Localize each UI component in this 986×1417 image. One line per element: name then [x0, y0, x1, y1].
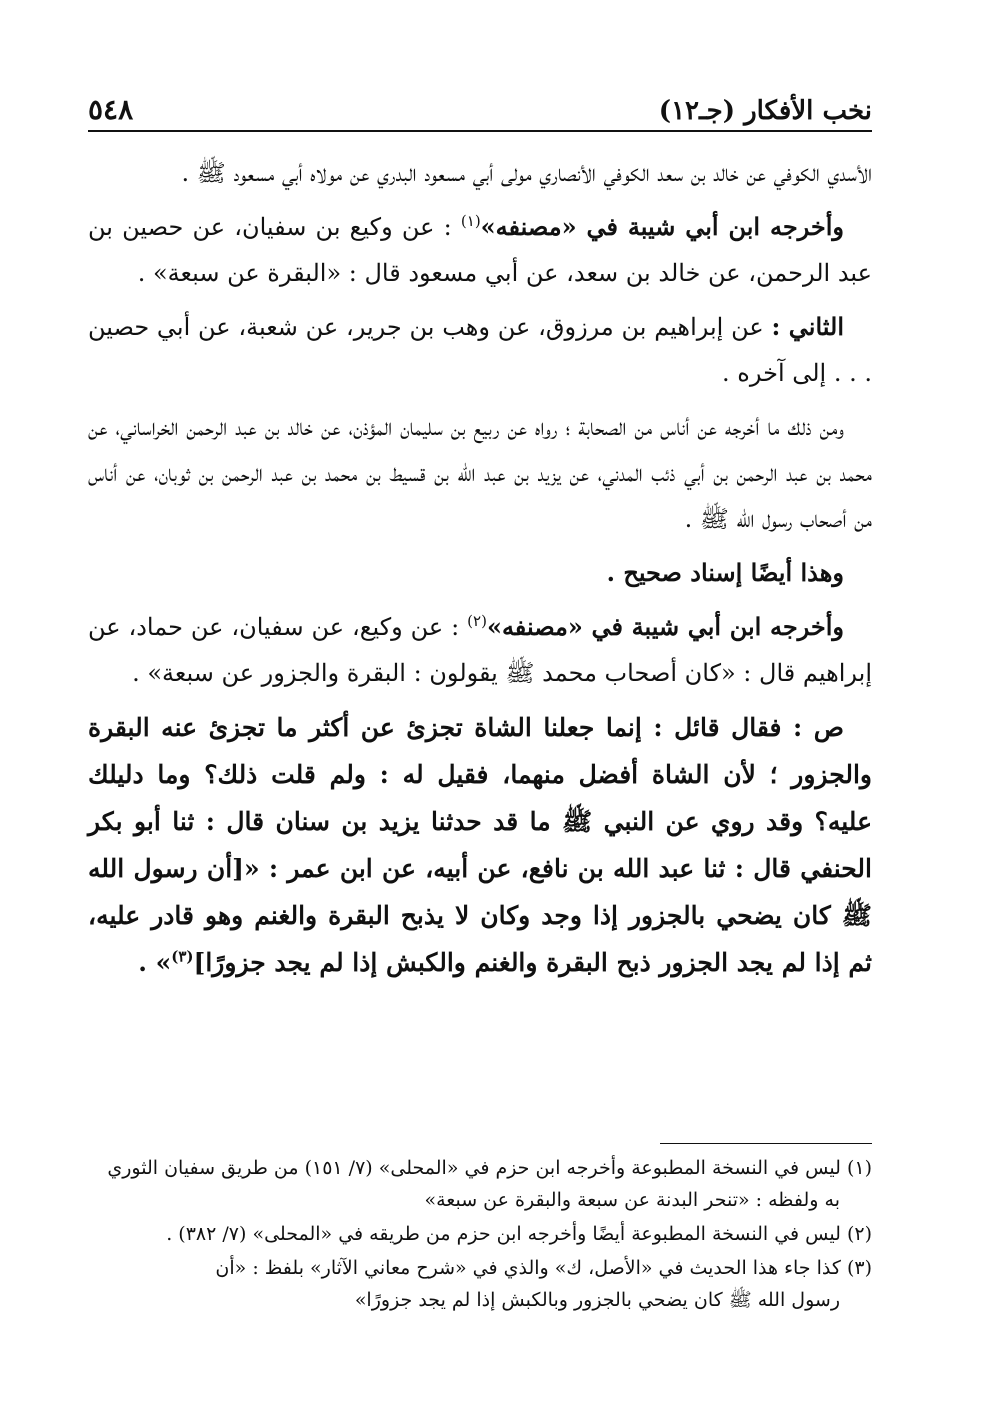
footnote-2 — [88, 1218, 872, 1250]
section-label: ص : — [793, 713, 844, 742]
passage-end: » . — [138, 948, 172, 977]
footnote-1 — [88, 1152, 872, 1216]
footnote-divider — [660, 1143, 872, 1144]
footnote-text-cont: به ولفظه : «تنحر البدنة عن سبعة والبقرة عن سبعة» — [424, 1189, 840, 1211]
running-title: نخب الأفكار (جـ١٢) — [658, 96, 872, 126]
bold-phrase: الثاني : — [771, 312, 844, 341]
footnote-text: كذا جاء هذا الحديث في «الأصل، ك» والذي في «شرح معاني الآثار» بلفظ : «أن — [215, 1257, 847, 1279]
running-header — [88, 86, 872, 126]
paragraph — [88, 550, 872, 596]
main-text — [88, 150, 872, 994]
text-passage — [88, 704, 872, 986]
header-divider — [88, 130, 872, 132]
bold-phrase: وأخرجه ابن أبي شيبة في «مصنفه» — [486, 612, 844, 641]
paragraph — [88, 604, 872, 696]
footnote-3 — [88, 1252, 872, 1316]
footnote-ref[interactable]: (١) — [460, 212, 481, 230]
footnote-ref[interactable]: (٣) — [171, 947, 194, 966]
paragraph-text: الأسدي الكوفي عن خالد بن سعد الكوفي الأنصاري مولى أبي مسعود البدري عن مولاه أبي مسعود ﷺ . — [181, 159, 872, 187]
paragraph — [88, 150, 872, 196]
paragraph — [88, 404, 872, 542]
footnote-text: ليس في النسخة المطبوعة وأخرجه ابن حزم في «المحلى» (٧/ ١٥١) من طريق سفيان الثوري — [107, 1157, 847, 1179]
footnote-text: ليس في النسخة المطبوعة أيضًا وأخرجه ابن حزم من طريقه في «المحلى» (٧/ ٣٨٢) . — [166, 1223, 847, 1245]
footnote-number: (١) — [846, 1157, 872, 1179]
passage-text: فقال قائل : إنما جعلنا الشاة تجزئ عن أكثر ما تجزئ عنه البقرة والجزور ؛ لأن الشاة أفضل منهما، فقيل له : ولم قلت ذلك؟ وما دليلك عليه؟ وقد روي عن النبي ﷺ ما قد حدثنا يزيد بن سنان قال : ثنا أبو بكر الحنفي قال : ثنا عبد الله بن نافع، عن أبيه، عن ابن عمر : «[أن رسول الله ﷺ كان يضحي بالجزور إذا وجد وكان لا يذبح البقرة والغنم وهو قادر عليه، ثم إذا لم يجد الجزور ذبح البقرة والغنم والكبش إذا لم يجد جزورًا] — [88, 713, 872, 977]
paragraph — [88, 304, 872, 396]
footnote-text-cont: رسول الله ﷺ كان يضحي بالجزور وبالكبش إذا لم يجد جزورًا» — [354, 1289, 840, 1311]
footnote-ref[interactable]: (٢) — [467, 612, 487, 630]
bold-phrase: وهذا أيضًا إسناد صحيح . — [606, 558, 844, 587]
paragraph — [88, 204, 872, 296]
page-number: ٥٤٨ — [88, 93, 134, 126]
paragraph-text: ومن ذلك ما أخرجه عن أناس من الصحابة ؛ رواه عن ربيع بن سليمان المؤذن، عن خالد بن عبد الرحمن الخراساني، عن محمد بن عبد الرحمن بن أبي ذئب المدني، عن يزيد بن عبد الله بن قسيط بن محمد بن عبد الرحمن بن ثوبان، عن أناس من أصحاب رسول الله ﷺ . — [88, 413, 873, 533]
paragraph-text: عن إبراهيم بن مرزوق، عن وهب بن جرير، عن شعبة، عن أبي حصين . . . إلى آخره . — [88, 313, 872, 387]
paragraph-text: : عن وكيع، عن سفيان، عن حماد، عن إبراهيم قال : «كان أصحاب محمد ﷺ يقولون : البقرة والجزور عن سبعة» . — [88, 613, 872, 687]
paragraph-text: : عن وكيع بن سفيان، عن حصين بن عبد الرحمن، عن خالد بن سعد، عن أبي مسعود قال : «البقرة عن سبعة» . — [88, 213, 872, 287]
footnotes — [88, 1152, 872, 1318]
footnote-number: (٢) — [846, 1223, 872, 1245]
bold-phrase: وأخرجه ابن أبي شيبة في «مصنفه» — [480, 212, 845, 241]
footnote-number: (٣) — [846, 1257, 872, 1279]
